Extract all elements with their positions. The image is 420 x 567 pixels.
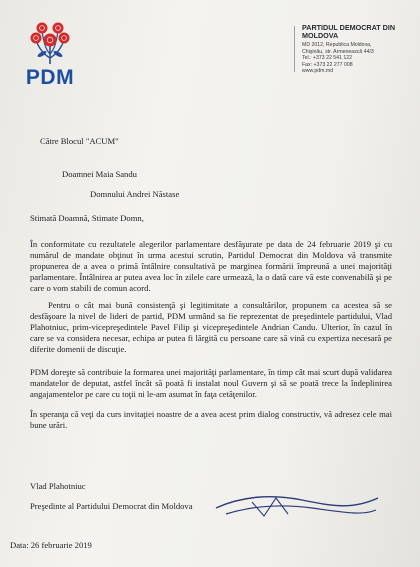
header-divider [294,26,295,72]
salutation: Stimată Doamnă, Stimate Domn, [30,213,144,223]
roses-logo-icon [22,18,78,66]
logo-abbreviation: PDM [25,66,75,89]
party-logo [22,18,78,90]
addressee-1: Doamnei Maia Sandu [62,169,137,179]
paragraph-4: În speranţa că veţi da curs invitaţiei noastre de a avea acest prim dialog constructiv, vă adresez cele mai bune urări. [30,409,392,431]
addressee-2: Domnului Andrei Năstase [90,189,180,199]
signatory-name: Vlad Plahotniuc [30,481,86,491]
letter-date: Data: 26 februarie 2019 [10,540,92,550]
paragraph-3: PDM doreşte să contribuie la formarea unei majorităţi parlamentare, în timp cât mai scurt după validarea mandatelor de deputat, astfel încât să poată fi instalat noul Guvern şi să se poată trece la îndeplinirea angajamentelor pe care cu toţii ni le-am asumat în faţa cetăţenilor. [30,367,392,400]
paragraph-2: Pentru o cât mai bună consistenţă şi legitimitate a consultărilor, propunem ca acestea să se desfăşoare la nivel de lideri de partid, PDM urmând sa fie reprezentat de preşedintele partidului, Vlad Plahotniuc, prim-vicepreşedintele Pavel Filip şi vicepreşedintele Andrian Candu. Ulterior, în cazul în care se va considera necesar, echipa ar putea fi lărgită cu persoane care să vină cu expertiza necesară pe diferite domenii de discuţie. [30,300,392,355]
website-line: www.pdm.md [302,68,334,75]
recipient-block: Către Blocul "ACUM" [40,136,119,146]
paragraph-1: În conformitate cu rezultatele alegerilor parlamentare desfăşurate pe data de 24 februarie 2019 şi cu numărul de mandate obţinut în urma acestui scrutin, Partidul Democrat din Moldova vă transmite propunerea de a avea o primă întâlnire consultativă pe marginea formării împreună a unei majorităţi parlamentare. Întâlnirea ar putea avea loc în zilele care urmează, la o dată care vă este convenabilă şi pe care o vom stabili de comun acord. [30,239,392,294]
party-name: PARTIDUL DEMOCRAT DIN MOLDOVA [302,23,396,40]
letterhead-contact [302,24,414,75]
address-line: Chişinău, str. Armenească 44/3 [302,48,374,55]
address-line: MD 2012, Republica Moldova, [302,42,372,48]
address-block [302,42,414,75]
phone-line: Tel.: +373 22 541 122 [302,55,353,62]
fax-line: Fax: +373 22 277 008 [302,61,353,68]
signatory-title: Preşedinte al Partidului Democrat din Moldova [30,501,193,511]
handwritten-signature [212,488,382,522]
